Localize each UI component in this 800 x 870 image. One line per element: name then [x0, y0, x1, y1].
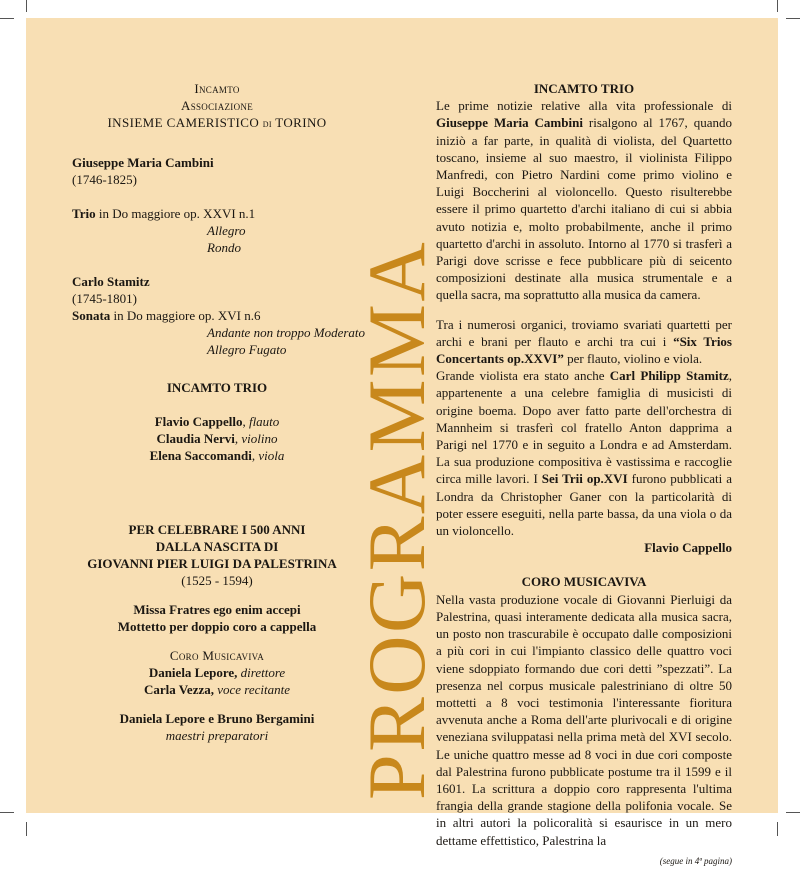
notes-title-trio: INCAMTO TRIO — [533, 81, 635, 96]
coro-preparers-role: maestri preparatori — [165, 728, 269, 743]
work-missa: Missa Fratres ego enim accepi — [133, 602, 301, 617]
crop-mark — [0, 18, 14, 19]
notes-paragraph: Nella vasta produzione vocale di Giovanni Pierluigi da Palestrina, quasi interamente dedicata alla musica sacra, un posto non trascurabile è occupato dalle composizioni a più cori in cui l'impianto classico delle quattro voci viene sdoppiato formando due cori detti ”spezzati”. La presenza nel corpus musicale palestriniano di oltre 50 mottetti a 8 voci testimonia l'interessante fioritura avvenuta anche a Roma dell'arte plurivocali e di origine veneziana sviluppatasi nella prima metà del XVI secolo. Le uniche quattro messe ad 8 voci in due cori composte dal Palestrina furono pubblicate postume tra il 1599 e il 1601. La scrittura a doppio coro rappresenta l'ultima frangia della grande stagione della polifonia vocale. Se in altri autori la policoralità si esaurisce in un mero dettame effettistico, Palestrina la — [436, 591, 732, 848]
coro-reciter: Carla Vezza, voce recitante — [143, 682, 291, 697]
crop-mark — [26, 822, 27, 836]
trio-member: Flavio Cappello, flauto — [154, 414, 280, 429]
crop-mark — [777, 0, 778, 12]
work-mottetto: Mottetto per doppio coro a cappella — [117, 619, 317, 634]
notes-paragraph: Tra i numerosi organici, troviamo svariati quartetti per archi e brani per flauto e archi tra cui i “Six Trios Concertants op.XXVI” per flauto, violino e viola. — [436, 316, 732, 367]
crop-mark — [0, 812, 14, 813]
notes-title-coro: CORO MUSICAVIVA — [521, 574, 647, 590]
header-line1: Incamto — [194, 81, 240, 96]
coro-name: Coro Musicaviva — [169, 648, 265, 663]
crop-mark — [26, 0, 27, 12]
movement: Rondo — [207, 240, 241, 255]
years-stamitz: (1745-1801) — [72, 291, 137, 306]
crop-mark — [786, 812, 800, 813]
composer-stamitz: Carlo Stamitz — [72, 274, 150, 289]
coro-preparers: Daniela Lepore e Bruno Bergamini — [119, 711, 315, 726]
header-torino: TORINO — [275, 115, 327, 130]
palestrina-years: (1525 - 1594) — [181, 573, 253, 588]
palestrina-line3: GIOVANNI PIER LUIGI DA PALESTRINA — [87, 556, 337, 571]
movement: Allegro Fugato — [207, 342, 287, 357]
work-stamitz: Sonata in Do maggiore op. XVI n.6 — [72, 308, 261, 323]
notes-paragraph: Le prime notizie relative alla vita professionale di Giuseppe Maria Cambini risalgono al 1767, quando iniziò a far parte, in qualità di violista, del Quartetto toscano, insieme al suo maestro, il violinista Filippo Manfredi, con Pietro Nardini come primo violino e Luigi Boccherini al violoncello. Questo risulterebbe essere il primo quartetto d'archi italiano di cui si abbia avuto notizia e, molto probabilmente, anche il primo quartetto d'archi in assoluto. Intorno al 1770 si trasferì a Parigi dove scrisse e fece pubblicare più di seicento composizioni destinate alla musica strumentale e a quella sacra, ma soprattutto alla musica da camera. — [436, 98, 732, 303]
years-cambini: (1746-1825) — [72, 172, 137, 187]
work-cambini: Trio in Do maggiore op. XXVI n.1 — [72, 206, 256, 221]
notes-column — [436, 80, 732, 870]
trio-title: INCAMTO TRIO — [166, 380, 268, 395]
crop-mark — [777, 822, 778, 836]
header-di: di — [262, 118, 272, 130]
palestrina-line1: PER CELEBRARE I 500 ANNI — [128, 522, 306, 537]
header-insieme: INSIEME CAMERISTICO — [107, 115, 260, 130]
continued-note: (segue in 4ª pagina) — [659, 855, 732, 866]
movement: Andante non troppo Moderato — [207, 325, 366, 340]
notes-signature: Flavio Cappello — [644, 540, 732, 556]
notes-paragraph: Grande violista era stato anche Carl Philipp Stamitz, appartenente a una celebre famiglia di musicisti di origine boema. Dopo aver fatto parte dell'orchestra di Mannheim si trasferì col fratello Anton dapprima a Parigi nel 1770 e in seguito a Londra e ad Amsterdam. La sua produzione compositiva è vastissima e raccoglie circa mille lavori. I Sei Trii op.XVI furono pubblicati a Londra da Christopher Ganer con la particolarità di poter essere eseguiti, nella parte bassa, da una viola o da un violoncello. — [436, 368, 732, 539]
programma-vertical-title: PROGRAMMA — [351, 239, 442, 800]
crop-mark — [786, 18, 800, 19]
composer-cambini: Giuseppe Maria Cambini — [72, 155, 214, 170]
palestrina-line2: DALLA NASCITA DI — [155, 539, 279, 554]
trio-member: Elena Saccomandi, viola — [149, 448, 285, 463]
movement: Allegro — [207, 223, 246, 238]
trio-member: Claudia Nervi, violino — [156, 431, 278, 446]
header-line3 — [72, 114, 362, 133]
header-line2: Associazione — [181, 98, 253, 113]
coro-director: Daniela Lepore, direttore — [148, 665, 286, 680]
program-column — [72, 80, 366, 744]
